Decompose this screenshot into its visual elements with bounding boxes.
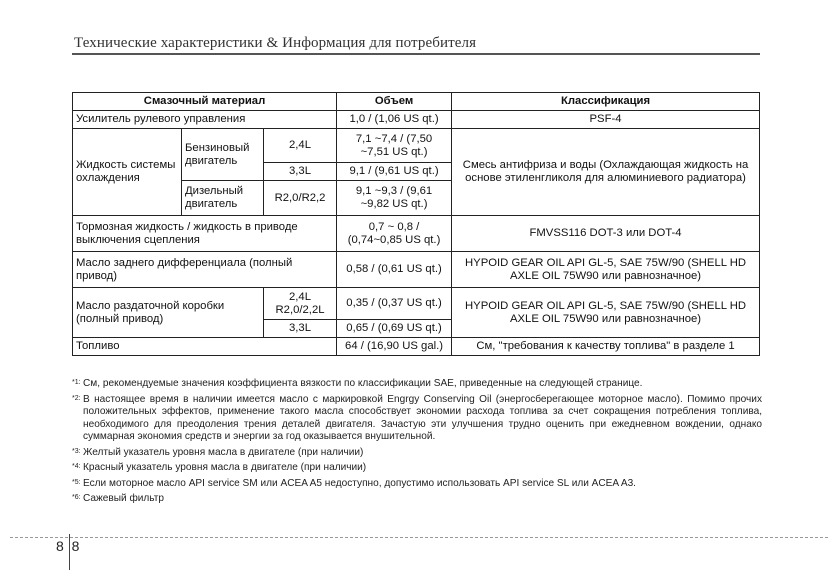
page-number: 8 8	[56, 538, 82, 554]
table-row	[73, 216, 760, 252]
fuel-volume: 64 / (16,90 US gal.)	[337, 338, 452, 356]
fuel-label: Топливо	[73, 338, 337, 356]
table-row	[73, 111, 760, 129]
footnote	[72, 478, 762, 491]
header-material: Смазочный материал	[73, 93, 337, 111]
table-row	[73, 129, 760, 163]
footer-dashed-rule	[10, 537, 828, 538]
cooling-diesel-label: Дизельный двигатель	[182, 181, 264, 216]
brake-volume: 0,7 ~ 0,8 / (0,74~0,85 US qt.)	[337, 216, 452, 252]
cooling-diesel-volume: 9,1 ~9,3 / (9,61 ~9,82 US qt.)	[337, 181, 452, 216]
transfer-class: HYPOID GEAR OIL API GL-5, SAE 75W/90 (SHELL HD AXLE OIL 75W90 или равнозначное)	[452, 288, 760, 338]
power-steering-class: PSF-4	[452, 111, 760, 129]
table-header-row	[73, 93, 760, 111]
footnote	[72, 378, 762, 391]
transfer-engine-1: 2,4L R2,0/2,2L	[264, 288, 337, 320]
footnote-mark: *2:	[72, 394, 81, 402]
rear-diff-volume: 0,58 / (0,61 US qt.)	[337, 252, 452, 288]
cooling-petrol-label: Бензиновый двигатель	[182, 129, 264, 181]
footnote-mark: *1:	[72, 379, 81, 386]
brake-label: Тормозная жидкость / жидкость в приводе выключения сцепления	[73, 216, 337, 252]
footnote-mark: *4:	[72, 463, 81, 470]
footnote	[72, 394, 762, 444]
footnote-text: Сажевый фильтр	[83, 493, 164, 504]
footnotes	[72, 378, 762, 509]
cooling-label: Жидкость системы охлаждения	[73, 129, 182, 216]
power-steering-label: Усилитель рулевого управления	[73, 111, 337, 129]
fuel-class: См, "требования к качеству топлива" в разделе 1	[452, 338, 760, 356]
footnote-text: Красный указатель уровня масла в двигателе (при наличии)	[83, 462, 367, 473]
rear-diff-label: Масло заднего дифференциала (полный привод)	[73, 252, 337, 288]
transfer-volume-1: 0,35 / (0,37 US qt.)	[337, 288, 452, 320]
lubricants-table	[72, 92, 760, 356]
table-row	[73, 338, 760, 356]
header-rule	[72, 53, 760, 55]
table-row	[73, 288, 760, 320]
cooling-p33: 3,3L	[264, 163, 337, 181]
footnote	[72, 462, 762, 475]
transfer-engine-2: 3,3L	[264, 320, 337, 338]
header-volume: Объем	[337, 93, 452, 111]
cooling-p24-volume: 7,1 ~7,4 / (7,50 ~7,51 US qt.)	[337, 129, 452, 163]
cooling-p24: 2,4L	[264, 129, 337, 163]
transfer-volume-2: 0,65 / (0,69 US qt.)	[337, 320, 452, 338]
brake-class: FMVSS116 DOT-3 или DOT-4	[452, 216, 760, 252]
table-row	[73, 252, 760, 288]
page-header-title: Технические характеристики & Информация для потребителя	[74, 35, 477, 51]
cooling-p33-volume: 9,1 / (9,61 US qt.)	[337, 163, 452, 181]
footnote-text: Если моторное масло API service SM или ACEA A5 недоступно, допустимо использовать API service SL или ACEA A3.	[83, 477, 636, 489]
footnote	[72, 447, 762, 460]
footnote-mark: *3:	[72, 447, 81, 455]
footnote	[72, 493, 762, 506]
footnote-text: Желтый указатель уровня масла в двигателе (при наличии)	[83, 446, 364, 458]
power-steering-volume: 1,0 / (1,06 US qt.)	[337, 111, 452, 129]
rear-diff-class: HYPOID GEAR OIL API GL-5, SAE 75W/90 (SHELL HD AXLE OIL 75W90 или равнозначное)	[452, 252, 760, 288]
cooling-diesel-spec: R2,0/R2,2	[264, 181, 337, 216]
header-classification: Классификация	[452, 93, 760, 111]
footnote-mark: *5:	[72, 478, 81, 486]
footnote-text: В настоящее время в наличии имеется масло с маркировкой Engrgy Conserving Oil (энергосберегающее моторное масло). Помимо прочих положительных эффектов, применение такого масла способствует экономии расхода топлива за счет сокращения потребления топлива, необходимого для преодоления трения деталей двигателя. Зачастую эти улучшения трудно оценить при ежедневном вождении, однако суммарная экономия средств и энергии за год оказывается внушительной.	[83, 393, 762, 442]
cooling-class: Смесь антифриза и воды (Охлаждающая жидкость на основе этиленгликоля для алюминиевого радиатора)	[452, 129, 760, 216]
transfer-label: Масло раздаточной коробки (полный привод)	[73, 288, 264, 338]
footnote-mark: *6:	[72, 494, 81, 501]
footnote-text: См, рекомендуемые значения коэффициента вязкости по классификации SAE, приведенные на следующей странице.	[83, 378, 643, 389]
